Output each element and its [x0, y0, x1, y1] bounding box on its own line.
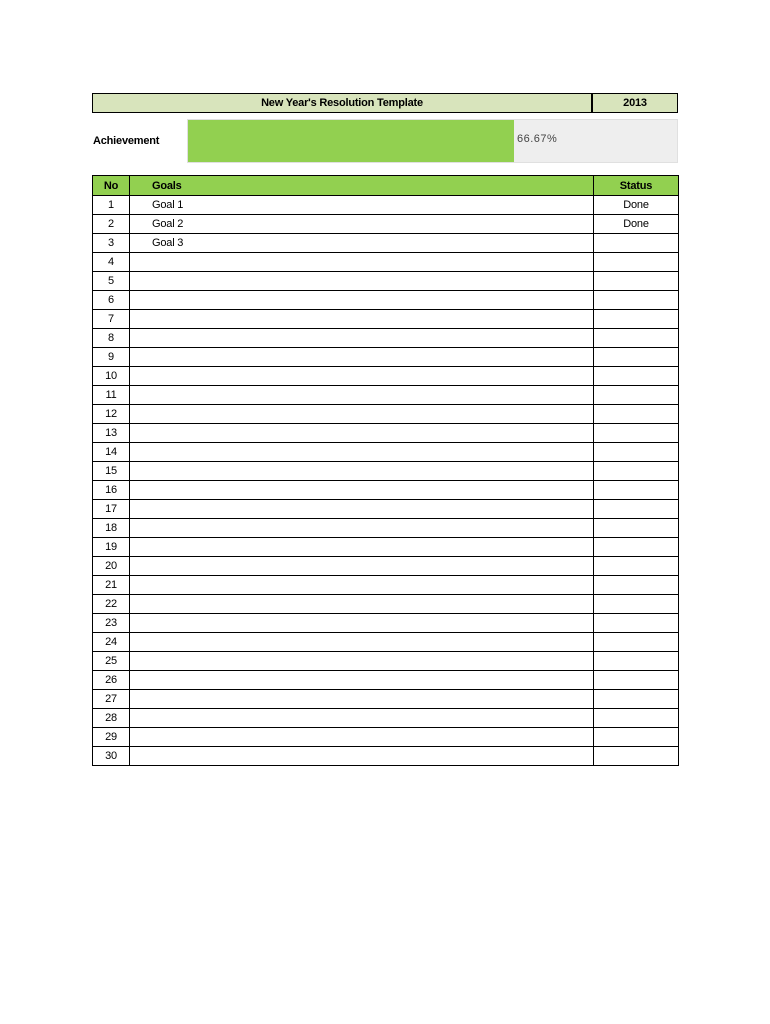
status-cell[interactable] [594, 709, 679, 728]
table-row [93, 595, 679, 614]
goal-cell[interactable] [130, 652, 594, 671]
table-row [93, 747, 679, 766]
table-row [93, 443, 679, 462]
table-row [93, 519, 679, 538]
table-row [93, 709, 679, 728]
row-number-cell[interactable]: 27 [93, 690, 130, 709]
row-number-cell[interactable]: 29 [93, 728, 130, 747]
status-cell[interactable] [594, 595, 679, 614]
status-cell[interactable] [594, 329, 679, 348]
table-row [93, 671, 679, 690]
table-row [93, 481, 679, 500]
achievement-progress-fill [188, 120, 514, 162]
table-row [93, 614, 679, 633]
status-cell[interactable] [594, 538, 679, 557]
table-row [93, 291, 679, 310]
row-number-cell[interactable]: 8 [93, 329, 130, 348]
year-cell[interactable]: 2013 [593, 93, 678, 113]
row-number-cell[interactable]: 7 [93, 310, 130, 329]
status-cell[interactable] [594, 690, 679, 709]
goal-cell[interactable] [130, 253, 594, 272]
goal-cell[interactable] [130, 386, 594, 405]
column-header-no: No [93, 176, 130, 196]
row-number-cell[interactable]: 18 [93, 519, 130, 538]
status-cell[interactable]: Done [594, 196, 679, 215]
goal-cell[interactable] [130, 728, 594, 747]
goal-cell[interactable] [130, 576, 594, 595]
achievement-label: Achievement [93, 135, 160, 147]
table-row [93, 234, 679, 253]
row-number-cell[interactable]: 9 [93, 348, 130, 367]
table-row [93, 538, 679, 557]
table-row [93, 500, 679, 519]
row-number-cell[interactable]: 28 [93, 709, 130, 728]
goal-cell[interactable]: Goal 3 [130, 234, 594, 253]
goal-cell[interactable] [130, 310, 594, 329]
table-row [93, 367, 679, 386]
table-row [93, 462, 679, 481]
status-cell[interactable] [594, 367, 679, 386]
goal-cell[interactable] [130, 367, 594, 386]
goal-cell[interactable] [130, 557, 594, 576]
goal-cell[interactable] [130, 405, 594, 424]
goal-cell[interactable] [130, 519, 594, 538]
row-number-cell[interactable]: 21 [93, 576, 130, 595]
table-row [93, 386, 679, 405]
goal-cell[interactable] [130, 709, 594, 728]
column-header-status: Status [594, 176, 679, 196]
template-title[interactable]: New Year's Resolution Template [92, 93, 593, 113]
row-number-cell[interactable]: 30 [93, 747, 130, 766]
table-row [93, 424, 679, 443]
table-row [93, 272, 679, 291]
row-number-cell[interactable]: 14 [93, 443, 130, 462]
row-number-cell[interactable]: 19 [93, 538, 130, 557]
status-cell[interactable] [594, 614, 679, 633]
goals-table [92, 175, 679, 766]
row-number-cell[interactable]: 15 [93, 462, 130, 481]
header-row [92, 93, 678, 113]
goal-cell[interactable] [130, 443, 594, 462]
status-cell[interactable] [594, 671, 679, 690]
status-cell[interactable] [594, 747, 679, 766]
status-cell[interactable] [594, 652, 679, 671]
goal-cell[interactable] [130, 633, 594, 652]
row-number-cell[interactable]: 13 [93, 424, 130, 443]
goal-cell[interactable]: Goal 1 [130, 196, 594, 215]
goal-cell[interactable] [130, 329, 594, 348]
status-cell[interactable] [594, 424, 679, 443]
goal-cell[interactable] [130, 671, 594, 690]
status-cell[interactable] [594, 576, 679, 595]
row-number-cell[interactable]: 23 [93, 614, 130, 633]
goal-cell[interactable] [130, 747, 594, 766]
goals-table-header [93, 176, 679, 196]
status-cell[interactable] [594, 272, 679, 291]
status-cell[interactable] [594, 310, 679, 329]
status-cell[interactable] [594, 405, 679, 424]
row-number-cell[interactable]: 20 [93, 557, 130, 576]
status-cell[interactable] [594, 443, 679, 462]
table-row [93, 215, 679, 234]
row-number-cell[interactable]: 22 [93, 595, 130, 614]
row-number-cell[interactable]: 2 [93, 215, 130, 234]
status-cell[interactable]: Done [594, 215, 679, 234]
goal-cell[interactable] [130, 690, 594, 709]
goal-cell[interactable] [130, 348, 594, 367]
goal-cell[interactable] [130, 272, 594, 291]
table-row [93, 196, 679, 215]
row-number-cell[interactable]: 16 [93, 481, 130, 500]
status-cell[interactable] [594, 348, 679, 367]
row-number-cell[interactable]: 12 [93, 405, 130, 424]
achievement-percent: 66.67% [517, 133, 558, 145]
row-number-cell[interactable]: 6 [93, 291, 130, 310]
goal-cell[interactable] [130, 481, 594, 500]
table-row [93, 405, 679, 424]
row-number-cell[interactable]: 11 [93, 386, 130, 405]
row-number-cell[interactable]: 25 [93, 652, 130, 671]
status-cell[interactable] [594, 234, 679, 253]
row-number-cell[interactable]: 5 [93, 272, 130, 291]
status-cell[interactable] [594, 253, 679, 272]
status-cell[interactable] [594, 633, 679, 652]
row-number-cell[interactable]: 10 [93, 367, 130, 386]
table-row [93, 652, 679, 671]
status-cell[interactable] [594, 481, 679, 500]
table-row [93, 348, 679, 367]
column-header-goals: Goals [130, 176, 594, 196]
goal-cell[interactable] [130, 538, 594, 557]
status-cell[interactable] [594, 291, 679, 310]
row-number-cell[interactable]: 26 [93, 671, 130, 690]
table-row [93, 253, 679, 272]
status-cell[interactable] [594, 386, 679, 405]
table-row [93, 557, 679, 576]
goal-cell[interactable] [130, 462, 594, 481]
goal-cell[interactable] [130, 614, 594, 633]
status-cell[interactable] [594, 557, 679, 576]
table-row [93, 633, 679, 652]
row-number-cell[interactable]: 4 [93, 253, 130, 272]
table-row [93, 690, 679, 709]
achievement-progress-bar [187, 119, 678, 163]
goal-cell[interactable] [130, 595, 594, 614]
goal-cell[interactable] [130, 291, 594, 310]
row-number-cell[interactable]: 17 [93, 500, 130, 519]
goal-cell[interactable] [130, 424, 594, 443]
status-cell[interactable] [594, 462, 679, 481]
status-cell[interactable] [594, 728, 679, 747]
status-cell[interactable] [594, 500, 679, 519]
status-cell[interactable] [594, 519, 679, 538]
table-row [93, 728, 679, 747]
row-number-cell[interactable]: 24 [93, 633, 130, 652]
table-row [93, 310, 679, 329]
goal-cell[interactable]: Goal 2 [130, 215, 594, 234]
row-number-cell[interactable]: 1 [93, 196, 130, 215]
table-row [93, 329, 679, 348]
goal-cell[interactable] [130, 500, 594, 519]
row-number-cell[interactable]: 3 [93, 234, 130, 253]
table-row [93, 576, 679, 595]
